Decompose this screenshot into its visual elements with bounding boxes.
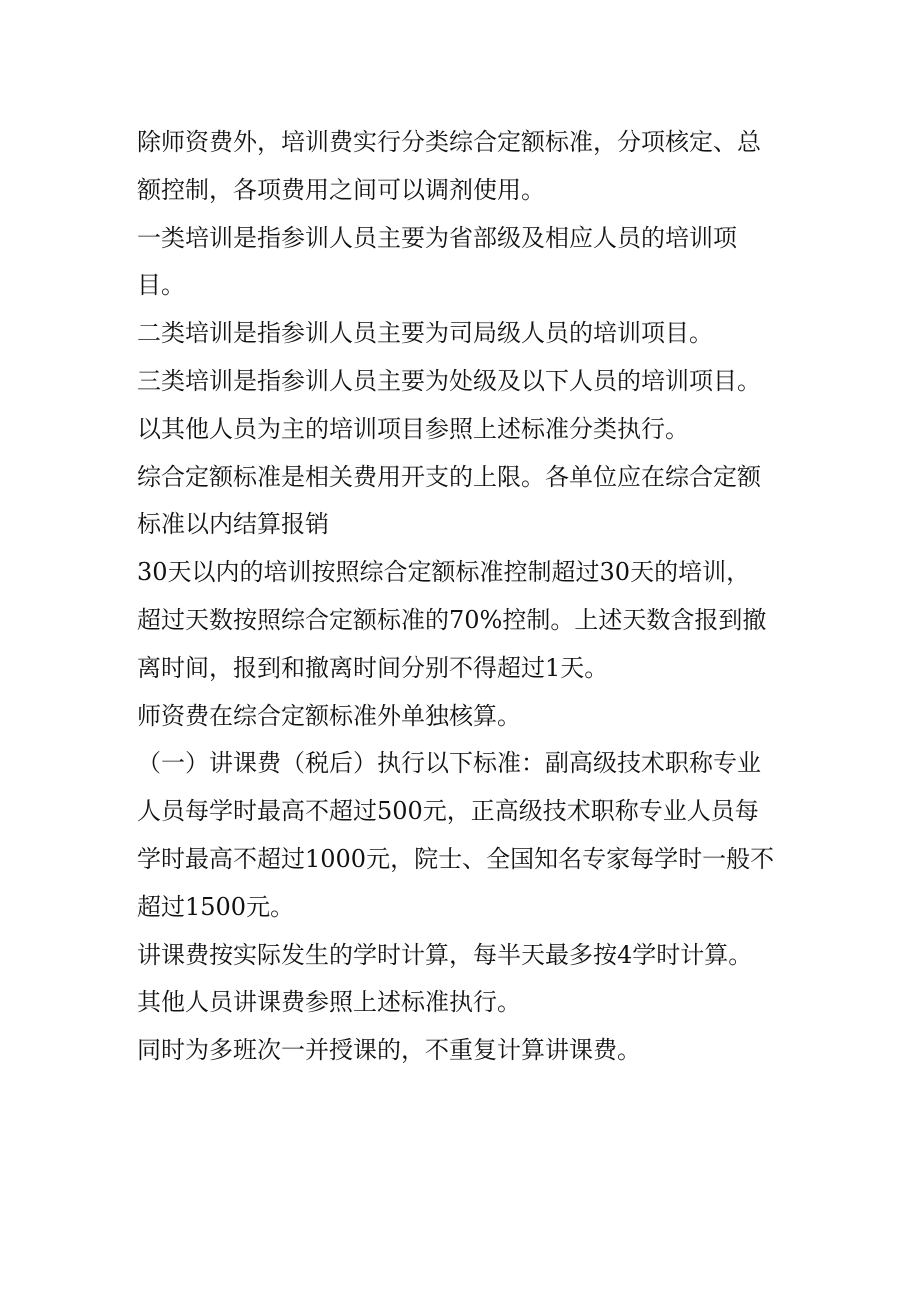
text-line: 30天以内的培训按照综合定额标准控制超过30天的培训， [137, 558, 751, 587]
text-line: 师资费在综合定额标准外单独核算。 [137, 701, 521, 730]
text-line: 讲课费按实际发生的学时计算，每半天最多按4学时计算。 [137, 940, 753, 969]
text-line: 综合定额标准是相关费用开支的上限。各单位应在综合定额 [137, 462, 761, 491]
text-line: 二类培训是指参训人员主要为司局级人员的培训项目。 [137, 319, 713, 348]
text-line: 额控制，各项费用之间可以调剂使用。 [137, 175, 545, 204]
text-line: 除师资费外，培训费实行分类综合定额标准，分项核定、总 [137, 128, 761, 156]
text-line: 以其他人员为主的培训项目参照上述标准分类执行。 [137, 414, 689, 443]
text-line: 一类培训是指参训人员主要为省部级及相应人员的培训项 [137, 223, 737, 252]
text-line: 三类培训是指参训人员主要为处级及以下人员的培训项目。 [137, 366, 761, 395]
text-line: 标准以内结算报销 [137, 510, 329, 539]
text-line: 离时间，报到和撤离时间分别不得超过1天。 [137, 653, 609, 682]
text-line: （一）讲课费（税后）执行以下标准：副高级技术职称专业 [137, 749, 761, 778]
text-line: 同时为多班次一并授课的，不重复计算讲课费。 [137, 1036, 641, 1065]
text-line: 人员每学时最高不超过500元，正高级技术职称专业人员每 [137, 797, 759, 826]
text-line: 学时最高不超过1000元，院士、全国知名专家每学时一般不 [137, 844, 775, 873]
text-line: 其他人员讲课费参照上述标准执行。 [137, 988, 521, 1017]
text-line: 目。 [137, 271, 185, 300]
text-line: 超过1500元。 [137, 892, 295, 921]
document-body [137, 119, 797, 1075]
text-line: 超过天数按照综合定额标准的70%控制。上述天数含报到撤 [137, 605, 767, 634]
